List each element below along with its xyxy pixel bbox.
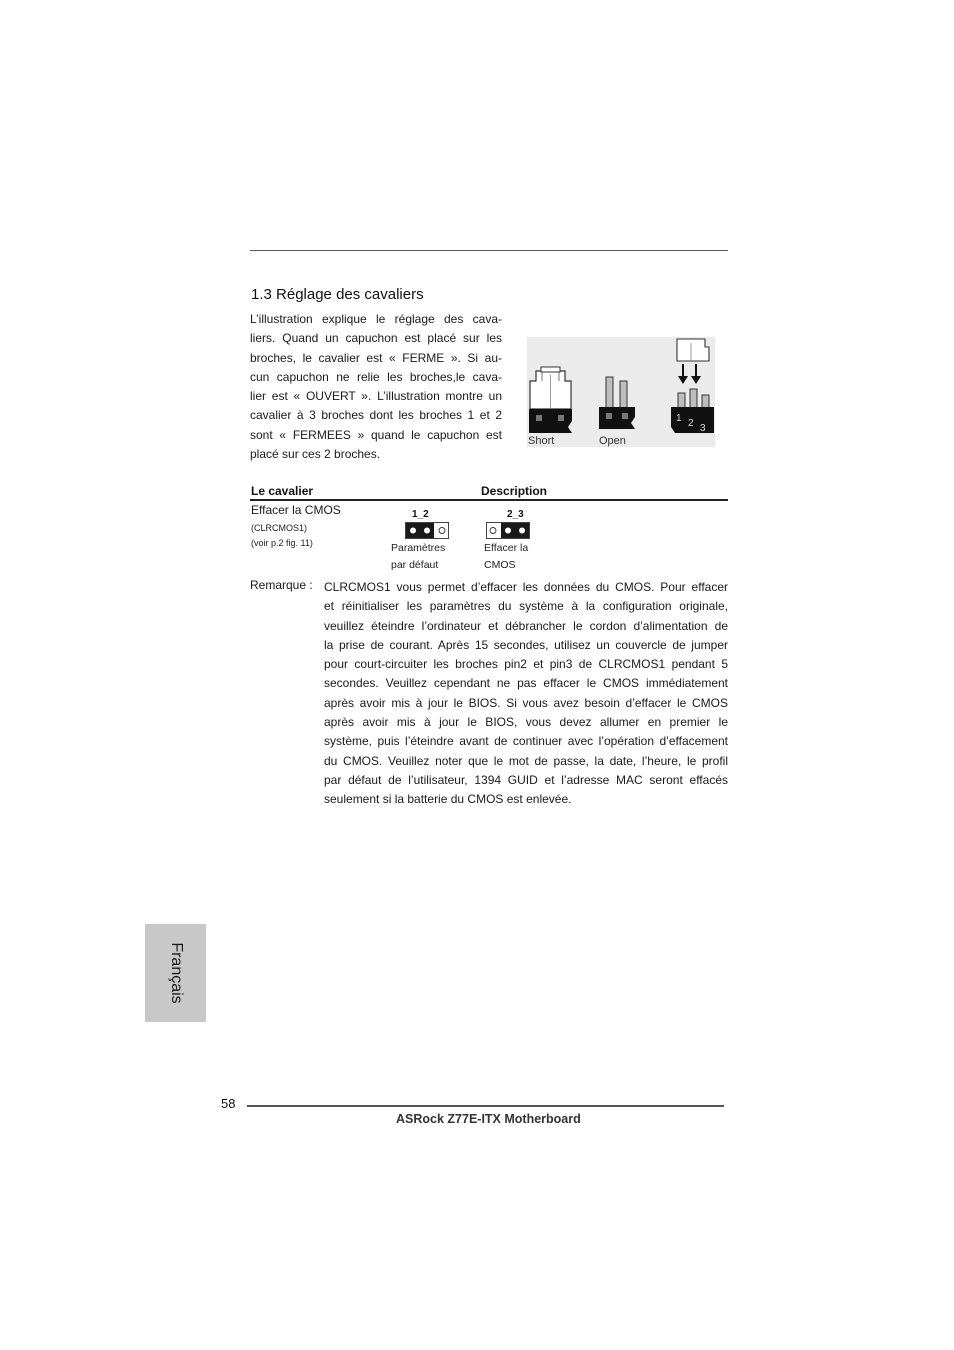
intro-paragraph: [250, 310, 502, 464]
footer-rule: [247, 1105, 724, 1107]
intro-line: broches, le cavalier est « FERME ». Si au-: [250, 350, 502, 365]
default-jumper-svg: [405, 522, 449, 539]
clear-pins-label: 2_3: [507, 509, 524, 520]
language-tab: [145, 924, 206, 1022]
note-line: après avoir mis à jour le BIOS, vous devez allumer en premier le: [324, 715, 728, 730]
default-caption-line: par défaut: [391, 559, 439, 571]
note-line: par défaut de l’utilisateur, 1394 GUID et l’adresse MAC seront effacés: [324, 772, 728, 787]
intro-line: cavalier à 3 broches dont les broches 1 et 2: [250, 408, 502, 423]
open-label: Open: [599, 435, 626, 447]
note-line: CLRCMOS1 vous permet d’effacer les données du CMOS. Pour effacer: [324, 580, 728, 594]
intro-line: L’illustration explique le réglage des cava-: [250, 312, 502, 326]
table-header-jumper: Le cavalier: [251, 484, 314, 498]
short-jumper-icon: [529, 367, 572, 433]
table-header-rule: [250, 499, 728, 501]
clear-caption-line: Effacer la: [484, 542, 529, 554]
note-line: système, puis l’éteindre avant de continuer avec l’opération d’effacement: [324, 734, 728, 749]
pin-number: 2: [688, 418, 694, 429]
intro-line: lier est « OUVERT ». L’illustration montre un: [250, 389, 502, 404]
pin-number: 3: [700, 423, 706, 434]
jumper-name: Effacer la CMOS: [251, 503, 341, 517]
language-tab-label: Français: [167, 942, 185, 1004]
jumper-reference: (voir p.2 fig. 11): [251, 538, 313, 548]
note-line: la prise de courant. Après 15 secondes, utilisez un couvercle de jumper: [324, 637, 728, 652]
note-paragraph: [324, 578, 728, 810]
page-number: 58: [221, 1096, 236, 1111]
clear-caption-line: CMOS: [484, 559, 516, 571]
note-line: du CMOS. Veuillez noter que le mot de passe, la date, l’heure, le profil: [324, 753, 728, 768]
footer-product-name: ASRock Z77E-ITX Motherboard: [396, 1112, 581, 1126]
section-title: 1.3 Réglage des cavaliers: [251, 286, 424, 303]
note-line: et réinitialiser les paramètres du système à la configuration originale,: [324, 599, 728, 614]
intro-line: sont « FERMEES » quand le capuchon est: [250, 427, 502, 442]
note-line: après avoir mis à jour le BIOS. Si vous avez besoin d’effacer le CMOS: [324, 695, 728, 710]
note-line: pour court-circuiter les broches pin2 et pin3 de CLRCMOS1 pendant 5: [324, 657, 728, 672]
note-line: secondes. Veuillez cependant ne pas effacer le CMOS immédiatement: [324, 676, 728, 691]
jumper-illustration-svg: [527, 337, 715, 447]
intro-line: liers. Quand un capuchon est placé sur les: [250, 331, 502, 346]
intro-line: placé sur ces 2 broches.: [250, 447, 381, 462]
note-line: seulement si la batterie du CMOS est enlevée.: [324, 792, 572, 807]
header-rule: [250, 250, 728, 251]
jumper-illustration: [527, 337, 715, 447]
short-label: Short: [528, 435, 555, 447]
intro-line: cun capuchon ne relie les broches,le cava-: [250, 369, 502, 384]
open-jumper-icon: [599, 377, 635, 429]
table-header-description: Description: [481, 484, 548, 498]
pin-number: 1: [676, 413, 682, 424]
note-label: Remarque :: [250, 578, 313, 592]
clear-cmos-jumper-svg: [486, 522, 530, 539]
note-line: veuillez éteindre l’ordinateur et débrancher le cordon d’alimentation de: [324, 618, 728, 633]
down-arrow-icon: [691, 364, 701, 384]
jumper-id: (CLRCMOS1): [251, 523, 308, 533]
default-pins-label: 1_2: [412, 509, 429, 520]
down-arrow-icon: [678, 364, 688, 384]
default-caption-line: Paramètres: [391, 542, 446, 554]
